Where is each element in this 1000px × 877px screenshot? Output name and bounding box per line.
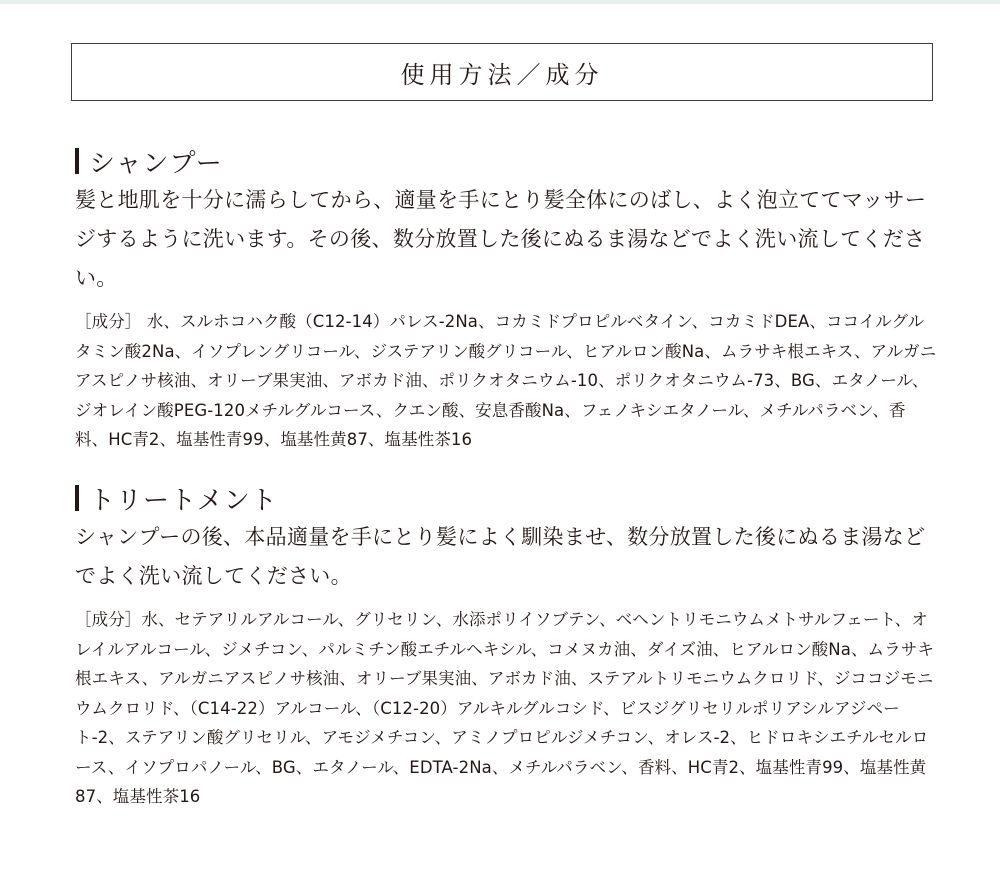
shampoo-heading-text: シャンプー: [89, 148, 223, 179]
treatment-heading: [75, 481, 937, 515]
treatment-ingredients-text: ［成分］水、セテアリルアルコール、グリセリン、水添ポリイソブテン、ベヘントリモニウムメトサルフェート、オレイルアルコール、ジメチコン、パルミチン酸エチルヘキシル、コメヌカ油、ダイズ油、ヒアルロン酸Na、ムラサキ根エキス、アルガニアスピノサ核油、オリーブ果実油、アボカド油、ステアルトリモニウムクロリド、ジココジモニウムクロリド、（C14-22）アルコール、（C12-20）アルキルグルコシド、ビスジグリセリルポリアシルアジペート-2、ステアリン酸グリセリル、アモジメチコン、アミノプロピルジメチコン、オレス-2、ヒドロキシエチルセルロース、イソプロパノール、BG、エタノール、EDTA-2Na、メチルパラベン、香料、HC青2、塩基性青99、塩基性黄87、塩基性茶16: [75, 610, 934, 806]
treatment-section: [75, 481, 937, 812]
heading-bar-icon: [75, 485, 79, 511]
shampoo-usage-text: 髪と地肌を十分に濡らしてから、適量を手にとり髪全体にのばし、よく泡立ててマッサージするように洗います。その後、数分放置した後にぬるま湯などでよく洗い流してください。: [75, 188, 927, 290]
shampoo-heading: [75, 144, 937, 178]
top-decorative-strip: [0, 0, 1000, 4]
page-title: 使用方法／成分: [400, 60, 604, 89]
heading-bar-icon: [75, 148, 79, 174]
shampoo-ingredients-text: ［成分］ 水、スルホコハク酸（C12-14）パレス-2Na、コカミドプロピルベタイン、コカミドDEA、ココイルグルタミン酸2Na、イソプレングリコール、ジステアリン酸グリコール、ヒアルロン酸Na、ムラサキ根エキス、アルガニアスピノサ核油、オリーブ果実油、アボカド油、ポリクオタニウム-10、ポリクオタニウム-73、BG、エタノール、ジオレイン酸PEG-120メチルグルコース、クエン酸、安息香酸Na、フェノキシエタノール、メチルパラベン、香料、HC青2、塩基性青99、塩基性黄87、塩基性茶16: [75, 312, 937, 449]
treatment-heading-text: トリートメント: [89, 485, 278, 516]
shampoo-section: [75, 144, 937, 455]
title-box: [71, 43, 933, 101]
treatment-usage-text: シャンプーの後、本品適量を手にとり髪によく馴染ませ、数分放置した後にぬるま湯などでよく洗い流してください。: [75, 525, 926, 588]
